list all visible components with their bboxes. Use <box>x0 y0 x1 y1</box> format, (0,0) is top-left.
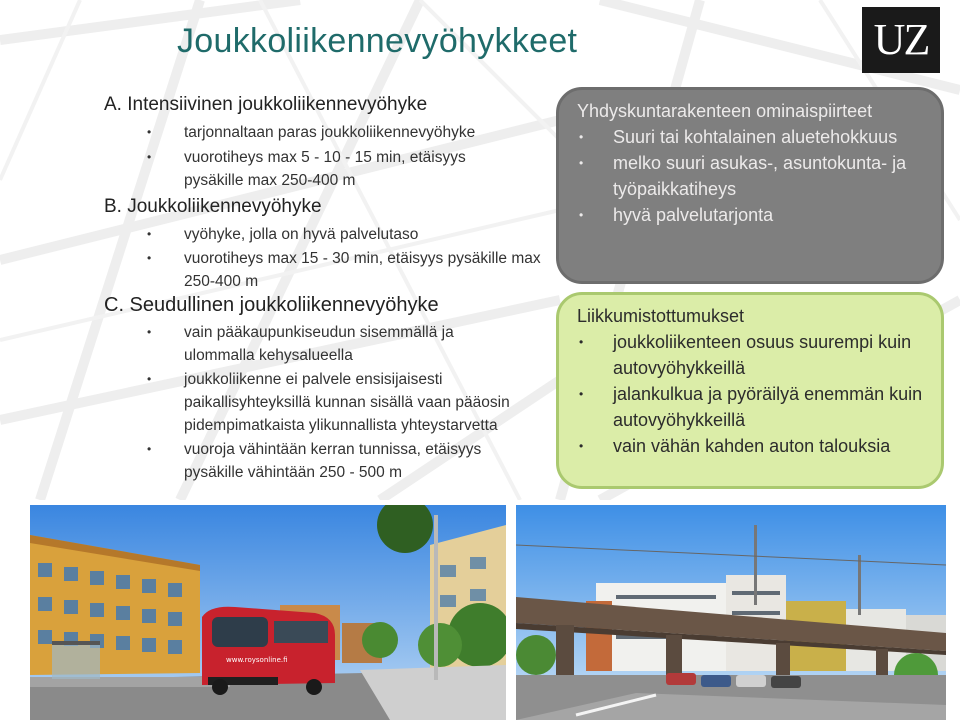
slide-title: Joukkoliikennevyöhykkeet <box>177 22 578 60</box>
zone-a-bullet-2: vuorotiheys max 5 - 10 - 15 min, etäisyys pysäkille max 250-400 m <box>184 149 466 189</box>
zone-a-bullet-1: tarjonnaltaan paras joukkoliikennevyöhyke <box>184 124 476 141</box>
uz-logo: UZ <box>862 7 940 73</box>
bullet-mark: • <box>579 439 584 453</box>
bus-street-photo <box>30 505 506 720</box>
features-box-item-text: melko suuri asukas-, asuntokunta- ja työpaikkatiheys <box>613 153 907 199</box>
features-box-title: Yhdyskuntarakenteen ominaispiirteet <box>577 101 873 121</box>
zone-b-bullet-1: vyöhyke, jolla on hyvä palvelutaso <box>184 226 419 243</box>
travel-habits-item <box>577 381 923 433</box>
features-box-item <box>577 150 923 202</box>
bus-sign-text: www.roysonline.fi <box>226 656 288 664</box>
bullet-mark: • <box>147 150 152 164</box>
bullet-mark: • <box>147 251 152 265</box>
zone-c-bullet-3: vuoroja vähintään kerran tunnissa, etäisyys pysäkille vähintään 250 - 500 m <box>184 441 482 481</box>
red-bus-icon <box>202 607 335 695</box>
bus-street-illustration <box>30 505 506 720</box>
travel-habits-item-text: jalankulkua ja pyöräilyä enemmän kuin autovyöhykkeillä <box>613 384 923 430</box>
urban-structure-features-box <box>556 87 944 284</box>
bullet-mark: • <box>147 372 152 386</box>
railway-bridge-illustration <box>516 505 946 720</box>
zone-a-heading: A. Intensiivinen joukkoliikennevyöhyke <box>104 94 428 115</box>
travel-habits-item <box>577 329 923 381</box>
bullet-mark: • <box>147 125 152 139</box>
travel-habits-box <box>556 292 944 489</box>
zone-b-heading: B. Joukkoliikennevyöhyke <box>104 196 322 217</box>
zone-c-bullet-2: joukkoliikenne ei palvele ensisijaisesti paikallisyhteyksillä kunnan sisällä vaan pääosin pidempimatkaista ylikunnallista yhteystarvetta <box>184 371 510 434</box>
bullet-mark: • <box>579 208 584 222</box>
zone-list <box>0 0 560 500</box>
features-box-item-text: Suuri tai kohtalainen aluetehokkuus <box>613 127 898 147</box>
bullet-mark: • <box>147 227 152 241</box>
zone-c-heading: C. Seudullinen joukkoliikennevyöhyke <box>104 294 439 316</box>
travel-habits-box-title: Liikkumistottumukset <box>577 306 745 326</box>
bullet-mark: • <box>147 325 152 339</box>
bullet-mark: • <box>147 442 152 456</box>
travel-habits-item <box>577 433 923 459</box>
zone-c-bullet-1: vain pääkaupunkiseudun sisemmällä ja ulommalla kehysalueella <box>184 324 454 364</box>
travel-habits-item-text: vain vähän kahden auton talouksia <box>613 436 891 456</box>
features-box-item-text: hyvä palvelutarjonta <box>613 205 774 225</box>
bullet-mark: • <box>579 335 584 349</box>
zone-b-bullet-2: vuorotiheys max 15 - 30 min, etäisyys pysäkille max 250-400 m <box>184 250 541 290</box>
features-box-item <box>577 202 923 228</box>
features-box-item <box>577 124 923 150</box>
railway-bridge-photo <box>516 505 946 720</box>
bullet-mark: • <box>579 130 584 144</box>
bullet-mark: • <box>579 156 584 170</box>
bullet-mark: • <box>579 387 584 401</box>
travel-habits-item-text: joukkoliikenteen osuus suurempi kuin autovyöhykkeillä <box>613 332 912 378</box>
